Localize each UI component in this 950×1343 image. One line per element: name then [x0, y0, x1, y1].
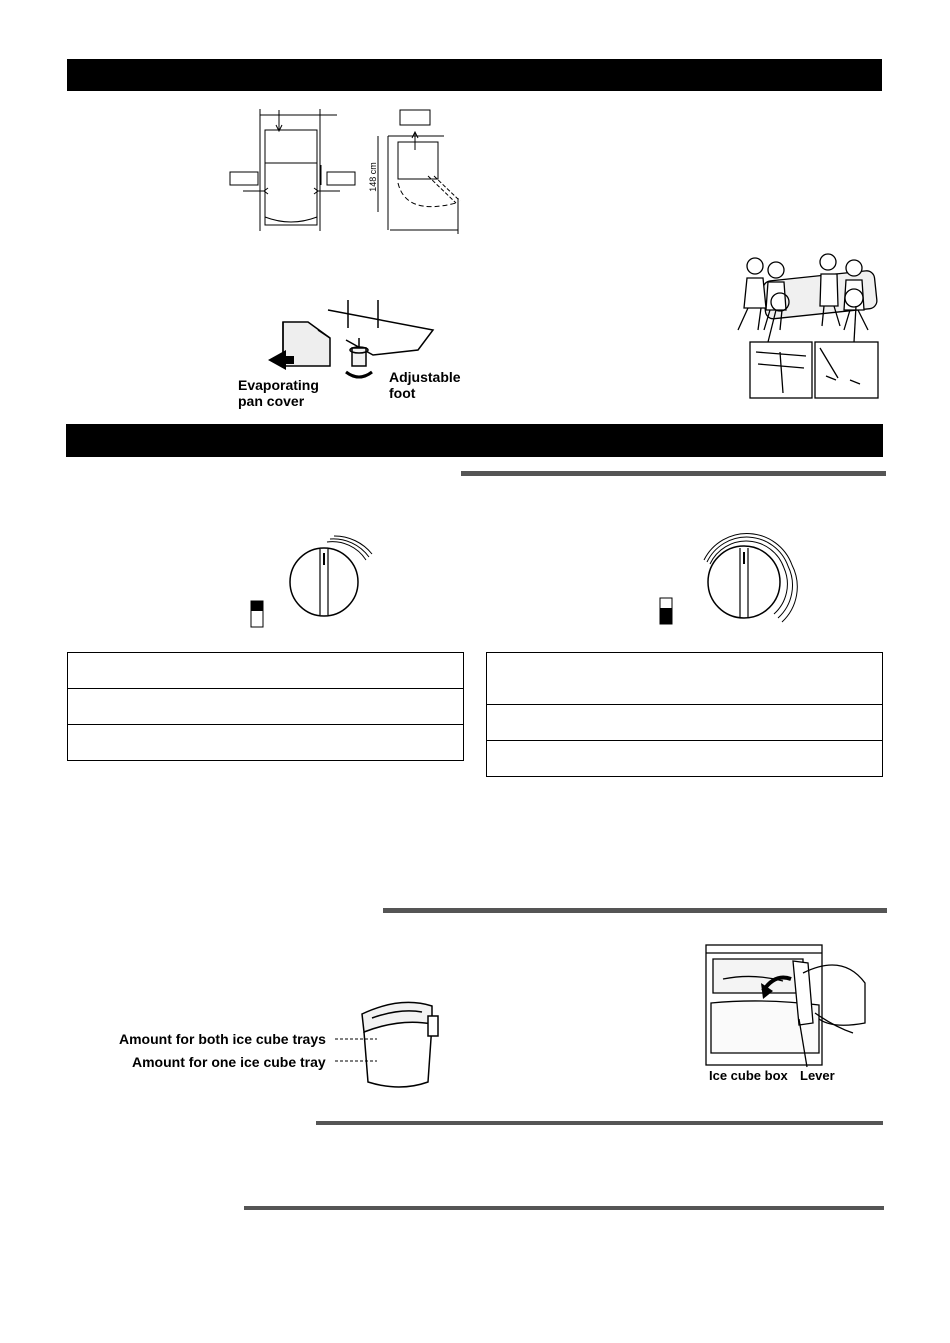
settings-table-left — [67, 652, 464, 761]
table-row — [487, 653, 882, 705]
table-row — [487, 741, 882, 776]
amount-one-tray-label: Amount for one ice cube tray — [132, 1054, 326, 1070]
temperature-dial-right[interactable] — [700, 532, 810, 627]
table-row — [487, 705, 882, 741]
section-header-bar-2 — [66, 424, 883, 457]
fridge-clearance-front-diagram — [225, 105, 360, 235]
section-rule-ice-maker — [383, 908, 887, 913]
section-rule-dial-right — [461, 471, 886, 476]
section-rule-3 — [316, 1121, 883, 1125]
fridge-clearance-side-diagram — [368, 108, 463, 238]
amount-both-trays-label: Amount for both ice cube trays — [119, 1031, 326, 1047]
adjustable-foot-label: Adjustable foot — [389, 369, 461, 401]
fill-level-lines — [335, 1035, 380, 1065]
ice-cube-box-label: Ice cube box — [709, 1068, 788, 1083]
table-row — [68, 725, 463, 760]
section-header-bar-1 — [67, 59, 882, 91]
evaporating-pan-cover-label: Evaporating pan cover — [238, 377, 319, 409]
lever-label: Lever — [800, 1068, 835, 1083]
leveling-foot-illustration — [268, 300, 443, 380]
indicator-bottom-filled-icon — [659, 597, 673, 625]
dimension-label: 148 cm — [368, 162, 378, 192]
table-row — [68, 689, 463, 725]
carrying-fridge-illustration — [728, 248, 883, 400]
indicator-top-filled-icon — [250, 600, 264, 628]
temperature-dial-left[interactable] — [282, 535, 382, 625]
section-rule-4 — [244, 1206, 884, 1210]
settings-table-right — [486, 652, 883, 777]
table-row — [68, 653, 463, 689]
ice-maker-lever-illustration — [703, 943, 868, 1068]
